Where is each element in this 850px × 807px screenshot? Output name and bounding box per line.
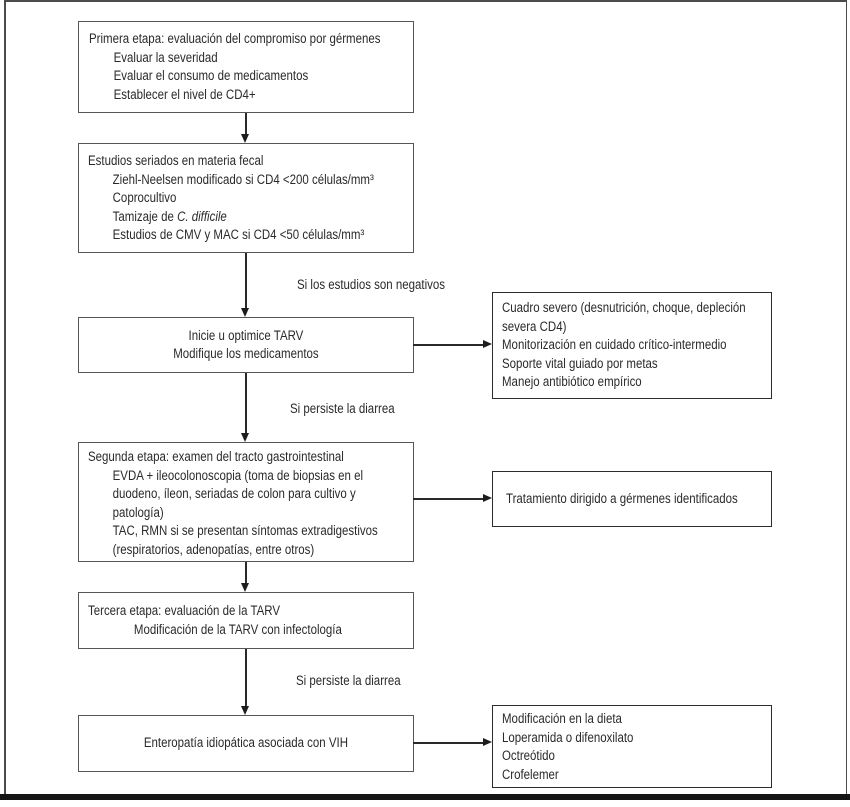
arrowhead-right-icon (483, 340, 492, 348)
stage1-box (78, 21, 414, 113)
persistent-diarrhea-label-1: Si persiste la diarrea (290, 401, 395, 416)
arrowhead-down-icon (241, 583, 249, 592)
idiopathic-treatment-line: Crofelemer (502, 766, 559, 782)
stool-studies-title: Estudios seriados en materia fecal (88, 153, 264, 168)
stage2-item: EVDA + ileocolonoscopia (toma de biopsias en el duodeno, íleon, seriadas de colon para cultivo y patología) (112, 467, 364, 520)
persistent-diarrhea-label-2: Si persiste la diarrea (296, 673, 401, 688)
stage3-box (78, 592, 414, 649)
stool-studies-item (88, 208, 407, 227)
arrow-enteropathy-to-options (413, 742, 484, 744)
frame-left-border (4, 0, 6, 796)
arrow-tarv-to-stage2 (245, 373, 247, 434)
stage2-item: TAC, RMN si se presentan síntomas extradigestivos (respiratorios, adenopatías, entre otros) (112, 523, 378, 557)
arrow-stage2-to-treatment (413, 498, 484, 500)
idiopathic-treatment-box (492, 705, 772, 788)
arrow-stage2-to-stage3 (245, 562, 247, 584)
stool-studies-item: Ziehl-Neelsen modificado si CD4 <200 células/mm³ (112, 171, 374, 187)
arrowhead-down-icon (241, 706, 249, 715)
stage1-item: Evaluar el consumo de medicamentos (113, 68, 309, 83)
arrowhead-down-icon (241, 308, 249, 317)
tamizaje-prefix: Tamizaje de (112, 208, 178, 224)
arrow-stage1-to-stool (245, 113, 247, 135)
arrow-stage3-to-enteropathy (245, 649, 247, 707)
severe-case-box (492, 292, 772, 399)
severe-case-line: Soporte vital guiado por metas (502, 355, 658, 371)
arrowhead-right-icon (483, 494, 492, 502)
c-difficile-italic: C. difficile (177, 208, 227, 224)
stage1-item: Evaluar la severidad (113, 49, 218, 65)
targeted-treatment-box (492, 471, 772, 527)
arrowhead-down-icon (241, 433, 249, 442)
idiopathic-treatment-line: Loperamida o difenoxilato (502, 729, 634, 745)
arrowhead-down-icon (241, 134, 249, 143)
frame-right-border (846, 0, 848, 796)
stage1-item: Establecer el nivel de CD4+ (113, 86, 256, 102)
stage2-title: Segunda etapa: examen del tracto gastrointestinal (88, 449, 344, 464)
idiopathic-treatment-line: Octreótido (502, 748, 555, 763)
stool-studies-box (78, 143, 414, 253)
frame-bottom-rule (0, 794, 850, 800)
arrow-tarv-to-severe (413, 344, 484, 346)
severe-case-line: Manejo antibiótico empírico (502, 374, 642, 389)
negative-studies-label: Si los estudios son negativos (297, 277, 445, 292)
idiopathic-treatment-line: Modificación en la dieta (502, 711, 622, 726)
targeted-treatment-text: Tratamiento dirigido a gérmenes identificados (506, 490, 738, 506)
tarv-line1: Inicie u optimice TARV (188, 327, 304, 343)
stage3-line1: Tercera etapa: evaluación de la TARV (88, 603, 281, 618)
stool-studies-item: Coprocultivo (112, 190, 177, 205)
stage2-box (78, 442, 414, 562)
tarv-box (78, 317, 414, 373)
arrowhead-right-icon (483, 738, 492, 746)
stool-studies-item: Estudios de CMV y MAC si CD4 <50 células/mm³ (112, 227, 365, 242)
enteropathy-box (78, 715, 414, 772)
stage1-title: Primera etapa: evaluación del compromiso por gérmenes (89, 31, 381, 46)
severe-case-line: Cuadro severo (desnutrición, choque, depleción severa CD4) (502, 300, 746, 334)
enteropathy-text: Enteropatía idiopática asociada con VIH (143, 735, 348, 751)
tarv-line2: Modifique los medicamentos (173, 346, 319, 361)
arrow-stool-to-tarv (245, 253, 247, 309)
severe-case-line: Monitorización en cuidado crítico-intermedio (502, 337, 727, 352)
frame-top-border (4, 0, 847, 2)
stage3-line2: Modificación de la TARV con infectología (133, 621, 342, 637)
